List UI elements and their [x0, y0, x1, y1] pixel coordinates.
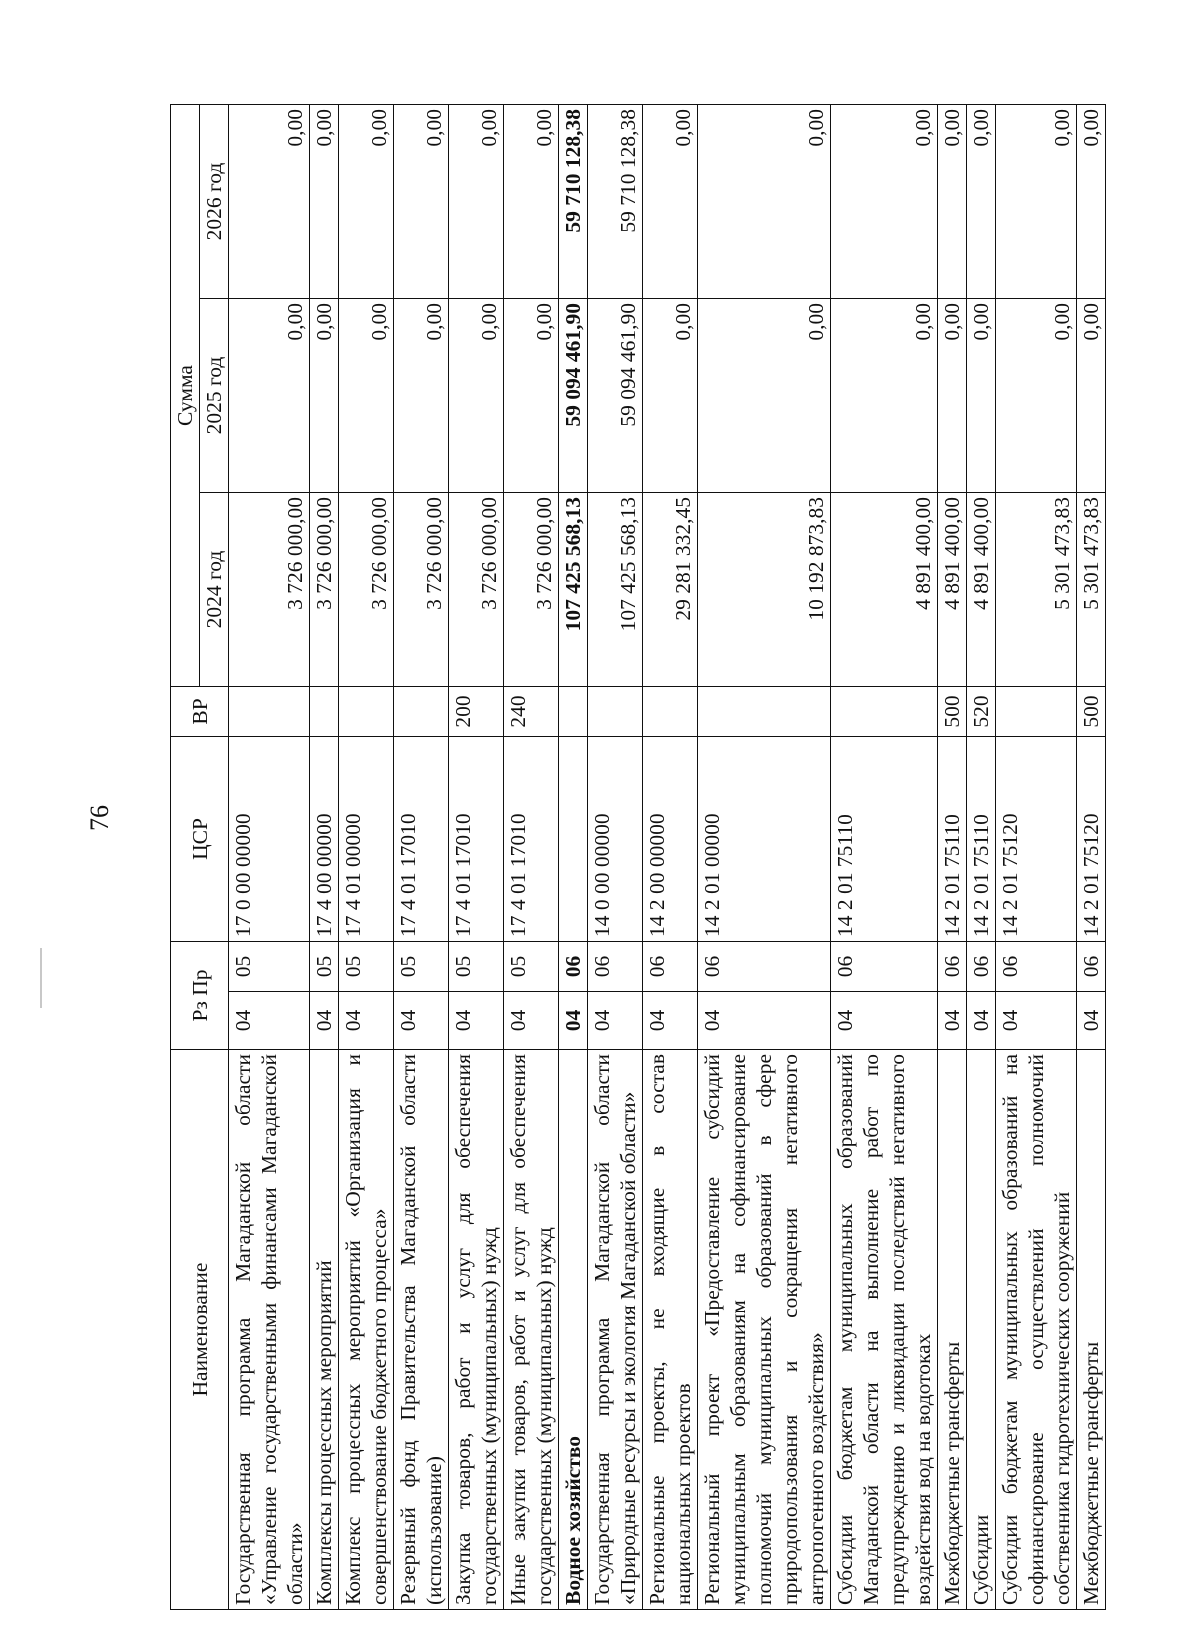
table-row [229, 104, 310, 1609]
row-amount-2025: 0,00 [698, 298, 831, 492]
row-amount-2024: 29 281 332,45 [643, 492, 698, 686]
row-pr: 05 [449, 941, 504, 991]
row-amount-2024: 5 301 473,83 [1077, 492, 1106, 686]
row-name: Закупка товаров, работ и услуг для обеспечения государственных (муниципальных) нужд [449, 1050, 504, 1610]
table-row [559, 104, 588, 1609]
header-vr: ВР [171, 686, 229, 736]
row-vr [310, 686, 339, 736]
row-name: Иные закупки товаров, работ и услуг для обеспечения государственных (муниципальных) нужд [504, 1050, 559, 1610]
row-amount-2026: 0,00 [504, 104, 559, 298]
row-vr: 520 [967, 686, 996, 736]
row-name: Субсидии бюджетам муниципальных образований Магаданской области на выполнение работ по предупреждению и ликвидации последствий негативного воздействия вод на водотоках [831, 1050, 938, 1610]
row-vr [394, 686, 449, 736]
row-amount-2025: 0,00 [1077, 298, 1106, 492]
row-pr: 06 [643, 941, 698, 991]
row-vr: 200 [449, 686, 504, 736]
row-pr: 06 [698, 941, 831, 991]
row-vr [229, 686, 310, 736]
row-rz: 04 [698, 992, 831, 1050]
row-rz: 04 [394, 992, 449, 1050]
table-row [831, 104, 938, 1609]
row-name: Резервный фонд Правительства Магаданской области (использование) [394, 1050, 449, 1610]
row-amount-2025: 0,00 [229, 298, 310, 492]
budget-table [170, 104, 1106, 1610]
row-amount-2024: 3 726 000,00 [310, 492, 339, 686]
header-sum: Сумма [171, 104, 200, 686]
table-row [643, 104, 698, 1609]
row-vr: 240 [504, 686, 559, 736]
table-row [938, 104, 967, 1609]
row-amount-2025: 0,00 [938, 298, 967, 492]
header-csr: ЦСР [171, 736, 229, 941]
row-csr: 17 4 01 17010 [394, 736, 449, 941]
row-csr: 14 2 01 00000 [698, 736, 831, 941]
row-name: Межбюджетные трансферты [938, 1050, 967, 1610]
row-rz: 04 [449, 992, 504, 1050]
table-row [339, 104, 394, 1609]
row-name: Региональный проект «Предоставление субсидий муниципальным образованиям на софинансирование полномочий муниципальных образований в сфере природопользования и сокращения негативного антропогенного воздействия» [698, 1050, 831, 1610]
row-pr: 06 [938, 941, 967, 991]
table-row [449, 104, 504, 1609]
row-pr: 06 [588, 941, 643, 991]
row-amount-2025: 59 094 461,90 [588, 298, 643, 492]
row-amount-2026: 59 710 128,38 [559, 104, 588, 298]
row-rz: 04 [643, 992, 698, 1050]
row-amount-2026: 0,00 [449, 104, 504, 298]
row-amount-2024: 4 891 400,00 [967, 492, 996, 686]
row-amount-2026: 0,00 [967, 104, 996, 298]
row-name: Государственная программа Магаданской области «Управление государственными финансами Магаданской области» [229, 1050, 310, 1610]
row-csr: 14 2 01 75120 [1077, 736, 1106, 941]
row-amount-2026: 0,00 [996, 104, 1077, 298]
row-name: Межбюджетные трансферты [1077, 1050, 1106, 1610]
row-vr [996, 686, 1077, 736]
row-amount-2026: 0,00 [339, 104, 394, 298]
row-vr [588, 686, 643, 736]
row-amount-2026: 0,00 [831, 104, 938, 298]
row-rz: 04 [310, 992, 339, 1050]
table-header [171, 104, 229, 1609]
row-rz: 04 [229, 992, 310, 1050]
row-amount-2025: 0,00 [339, 298, 394, 492]
row-amount-2026: 0,00 [1077, 104, 1106, 298]
row-rz: 04 [938, 992, 967, 1050]
row-rz: 04 [588, 992, 643, 1050]
row-pr: 05 [229, 941, 310, 991]
row-csr: 17 4 01 00000 [339, 736, 394, 941]
header-rz-pr: Рз Пр [171, 941, 229, 1049]
row-csr: 17 4 01 17010 [504, 736, 559, 941]
table-row [1077, 104, 1106, 1609]
row-pr: 05 [310, 941, 339, 991]
table-row [967, 104, 996, 1609]
row-rz: 04 [967, 992, 996, 1050]
table-row [698, 104, 831, 1609]
row-csr [559, 736, 588, 941]
row-name: Комплексы процессных мероприятий [310, 1050, 339, 1610]
row-rz: 04 [831, 992, 938, 1050]
row-amount-2024: 3 726 000,00 [394, 492, 449, 686]
row-pr: 06 [967, 941, 996, 991]
row-rz: 04 [1077, 992, 1106, 1050]
row-pr: 05 [394, 941, 449, 991]
row-csr: 14 2 01 75110 [967, 736, 996, 941]
scan-mark [40, 948, 42, 1008]
row-amount-2024: 107 425 568,13 [559, 492, 588, 686]
row-vr [559, 686, 588, 736]
table-body [229, 104, 1106, 1609]
row-csr: 17 4 01 17010 [449, 736, 504, 941]
row-csr: 17 4 00 00000 [310, 736, 339, 941]
row-vr: 500 [938, 686, 967, 736]
budget-table-frame [170, 105, 1103, 1610]
row-csr: 14 2 01 75110 [938, 736, 967, 941]
row-amount-2025: 0,00 [504, 298, 559, 492]
header-2025: 2025 год [200, 298, 229, 492]
row-csr: 14 0 00 00000 [588, 736, 643, 941]
row-amount-2024: 10 192 873,83 [698, 492, 831, 686]
row-amount-2025: 0,00 [643, 298, 698, 492]
row-csr: 14 2 01 75120 [996, 736, 1077, 941]
row-vr: 500 [1077, 686, 1106, 736]
table-row [504, 104, 559, 1609]
header-2024: 2024 год [200, 492, 229, 686]
row-rz: 04 [559, 992, 588, 1050]
row-amount-2024: 4 891 400,00 [938, 492, 967, 686]
row-pr: 06 [996, 941, 1077, 991]
page-number: 76 [85, 805, 114, 831]
row-amount-2024: 3 726 000,00 [449, 492, 504, 686]
row-rz: 04 [339, 992, 394, 1050]
row-amount-2025: 0,00 [394, 298, 449, 492]
row-csr: 17 0 00 00000 [229, 736, 310, 941]
row-name: Субсидии [967, 1050, 996, 1610]
row-amount-2025: 59 094 461,90 [559, 298, 588, 492]
row-pr: 06 [559, 941, 588, 991]
table-row [394, 104, 449, 1609]
row-name: Водное хозяйство [559, 1050, 588, 1610]
row-vr [339, 686, 394, 736]
row-amount-2026: 0,00 [938, 104, 967, 298]
row-pr: 05 [339, 941, 394, 991]
row-rz: 04 [996, 992, 1077, 1050]
row-pr: 05 [504, 941, 559, 991]
row-csr: 14 2 00 00000 [643, 736, 698, 941]
row-vr [831, 686, 938, 736]
row-name: Региональные проекты, не входящие в состав национальных проектов [643, 1050, 698, 1610]
row-amount-2026: 0,00 [698, 104, 831, 298]
row-amount-2024: 3 726 000,00 [229, 492, 310, 686]
header-2026: 2026 год [200, 104, 229, 298]
row-pr: 06 [1077, 941, 1106, 991]
row-vr [643, 686, 698, 736]
header-name: Наименование [171, 1050, 229, 1610]
row-amount-2025: 0,00 [996, 298, 1077, 492]
row-amount-2025: 0,00 [967, 298, 996, 492]
table-row [588, 104, 643, 1609]
row-csr: 14 2 01 75110 [831, 736, 938, 941]
row-amount-2025: 0,00 [831, 298, 938, 492]
row-amount-2026: 0,00 [310, 104, 339, 298]
row-amount-2024: 3 726 000,00 [504, 492, 559, 686]
row-amount-2025: 0,00 [449, 298, 504, 492]
row-name: Субсидии бюджетам муниципальных образований на софинансирование осуществлений полномочий собственника гидротехнических сооружений [996, 1050, 1077, 1610]
row-amount-2026: 59 710 128,38 [588, 104, 643, 298]
row-amount-2024: 5 301 473,83 [996, 492, 1077, 686]
table-row [996, 104, 1077, 1609]
row-amount-2026: 0,00 [229, 104, 310, 298]
row-amount-2026: 0,00 [643, 104, 698, 298]
row-amount-2025: 0,00 [310, 298, 339, 492]
row-name: Государственная программа Магаданской области «Природные ресурсы и экология Магаданской области» [588, 1050, 643, 1610]
row-pr: 06 [831, 941, 938, 991]
row-amount-2026: 0,00 [394, 104, 449, 298]
row-amount-2024: 107 425 568,13 [588, 492, 643, 686]
row-rz: 04 [504, 992, 559, 1050]
row-vr [698, 686, 831, 736]
row-name: Комплекс процессных мероприятий «Организация и совершенствование бюджетного процесса» [339, 1050, 394, 1610]
row-amount-2024: 4 891 400,00 [831, 492, 938, 686]
row-amount-2024: 3 726 000,00 [339, 492, 394, 686]
table-row [310, 104, 339, 1609]
